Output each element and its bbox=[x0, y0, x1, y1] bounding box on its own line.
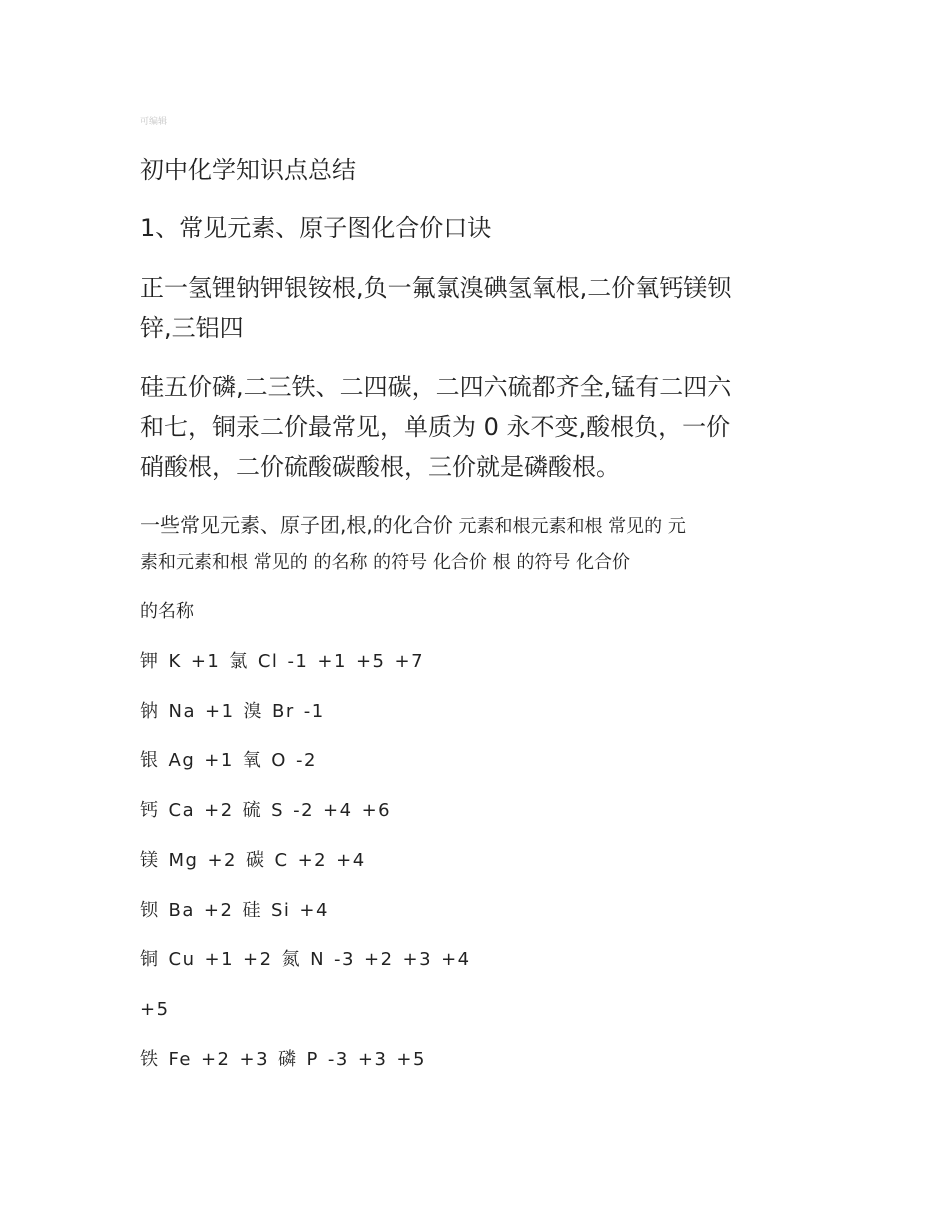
table-row bbox=[140, 796, 810, 826]
table-cell: O bbox=[271, 750, 287, 772]
table-cell: 硅 bbox=[242, 899, 262, 921]
table-cell: +1 bbox=[317, 651, 347, 672]
table-cell: 溴 bbox=[243, 700, 264, 722]
table-cell: +3 bbox=[402, 949, 433, 971]
table-cell: +5 bbox=[396, 1048, 426, 1070]
table-cell: 镁 bbox=[140, 849, 160, 871]
table-cell: 硫 bbox=[242, 800, 263, 822]
table-cell: +1 bbox=[190, 651, 221, 672]
table-cell: -2 bbox=[295, 750, 317, 772]
table-cell: +4 bbox=[323, 800, 353, 822]
table-cell: 钙 bbox=[140, 800, 160, 822]
table-cell: C bbox=[274, 849, 289, 871]
mnemonic2-line-1: 硅五价磷,二三铁、二四碳，二四六硫都齐全,锰有二四六 bbox=[140, 373, 732, 401]
table-cell: +2 bbox=[364, 949, 394, 971]
table-cell: 银 bbox=[140, 750, 160, 772]
table-row bbox=[140, 1045, 810, 1075]
table-cell: +1 bbox=[204, 750, 234, 772]
table-cell: 钠 bbox=[140, 700, 160, 722]
table-cell: Cu bbox=[168, 949, 196, 971]
table-cell: Si bbox=[270, 899, 291, 921]
table-cell: S bbox=[271, 800, 285, 822]
table-cell: 钾 bbox=[140, 651, 160, 672]
table-cell: Ag bbox=[168, 750, 196, 772]
table-intro-columns: 元素和根元素和根 常见的 元 bbox=[452, 516, 686, 537]
table-cell: +3 bbox=[357, 1048, 388, 1070]
table-cell: Br bbox=[272, 700, 295, 722]
table-cell: Na bbox=[168, 700, 196, 722]
table-cell: +2 bbox=[200, 1048, 231, 1070]
table-cell: -2 bbox=[293, 800, 315, 822]
table-cell: 氮 bbox=[281, 949, 302, 971]
table-row bbox=[140, 896, 810, 926]
table-cell: 氧 bbox=[242, 750, 263, 772]
table-cell: -1 bbox=[303, 700, 325, 722]
table-row bbox=[140, 647, 810, 677]
mnemonic2-line-3: 硝酸根，二价硫酸碳酸根，三价就是磷酸根。 bbox=[140, 453, 620, 481]
mnemonic-line-2: 锌,三铝四 bbox=[140, 314, 244, 342]
section-heading: 1、常见元素、原子图化合价口诀 bbox=[140, 214, 492, 242]
mnemonic2-line-2: 和七，铜汞二价最常见，单质为 0 永不变,酸根负，一价 bbox=[140, 413, 731, 441]
table-intro-line-3: 的名称 bbox=[140, 601, 194, 622]
table-cell: Fe bbox=[168, 1048, 192, 1070]
table-intro-line-2: 素和元素和根 常见的 的名称 的符号 化合价 根 的符号 化合价 bbox=[140, 552, 631, 573]
table-cell: P bbox=[306, 1048, 319, 1070]
mnemonic-line-1: 正一氢锂钠钾银铵根,负一氟氯溴碘氢氧根,二价氧钙镁钡 bbox=[140, 274, 732, 302]
table-intro-heading: 一些常见元素、原子团,根,的化合价 bbox=[140, 513, 453, 537]
table-cell: Mg bbox=[168, 849, 199, 871]
table-row bbox=[140, 746, 810, 776]
table-cell: 氯 bbox=[229, 651, 249, 672]
table-cell: -3 bbox=[327, 1048, 349, 1070]
table-cell: +1 bbox=[205, 700, 235, 722]
table-cell: +2 bbox=[297, 849, 328, 871]
table-cell: N bbox=[310, 949, 326, 971]
table-cell: +4 bbox=[441, 949, 471, 971]
table-cell: +5 bbox=[355, 651, 386, 672]
table-intro-line-1 bbox=[140, 510, 810, 542]
table-cell: +4 bbox=[299, 899, 329, 921]
table-cell: -1 bbox=[287, 651, 309, 672]
table-cell: +4 bbox=[336, 849, 366, 871]
table-cell: 碳 bbox=[246, 849, 266, 871]
table-cell: +6 bbox=[361, 800, 392, 822]
table-cell: 铁 bbox=[140, 1048, 160, 1070]
table-cell: 铜 bbox=[140, 949, 160, 971]
table-cell: +2 bbox=[207, 849, 238, 871]
table-cell: +2 bbox=[204, 800, 234, 822]
table-row bbox=[140, 995, 810, 1025]
table-cell: -3 bbox=[334, 949, 355, 971]
watermark-text: 可编辑 bbox=[140, 117, 168, 127]
table-cell: +1 bbox=[204, 949, 235, 971]
table-cell: +2 bbox=[243, 949, 273, 971]
table-cell: +7 bbox=[394, 651, 425, 672]
table-cell: Ca bbox=[168, 800, 196, 822]
table-cell: 钡 bbox=[140, 899, 160, 921]
table-row bbox=[140, 697, 810, 727]
table-cell: +5 bbox=[140, 998, 170, 1020]
table-cell: Ba bbox=[168, 899, 195, 921]
document-title: 初中化学知识点总结 bbox=[140, 156, 356, 184]
table-row bbox=[140, 846, 810, 876]
table-cell: 磷 bbox=[278, 1048, 298, 1070]
table-cell: +2 bbox=[203, 899, 234, 921]
table-cell: K bbox=[168, 651, 182, 672]
table-row bbox=[140, 945, 810, 975]
table-cell: +3 bbox=[239, 1048, 270, 1070]
table-cell: Cl bbox=[257, 651, 279, 672]
